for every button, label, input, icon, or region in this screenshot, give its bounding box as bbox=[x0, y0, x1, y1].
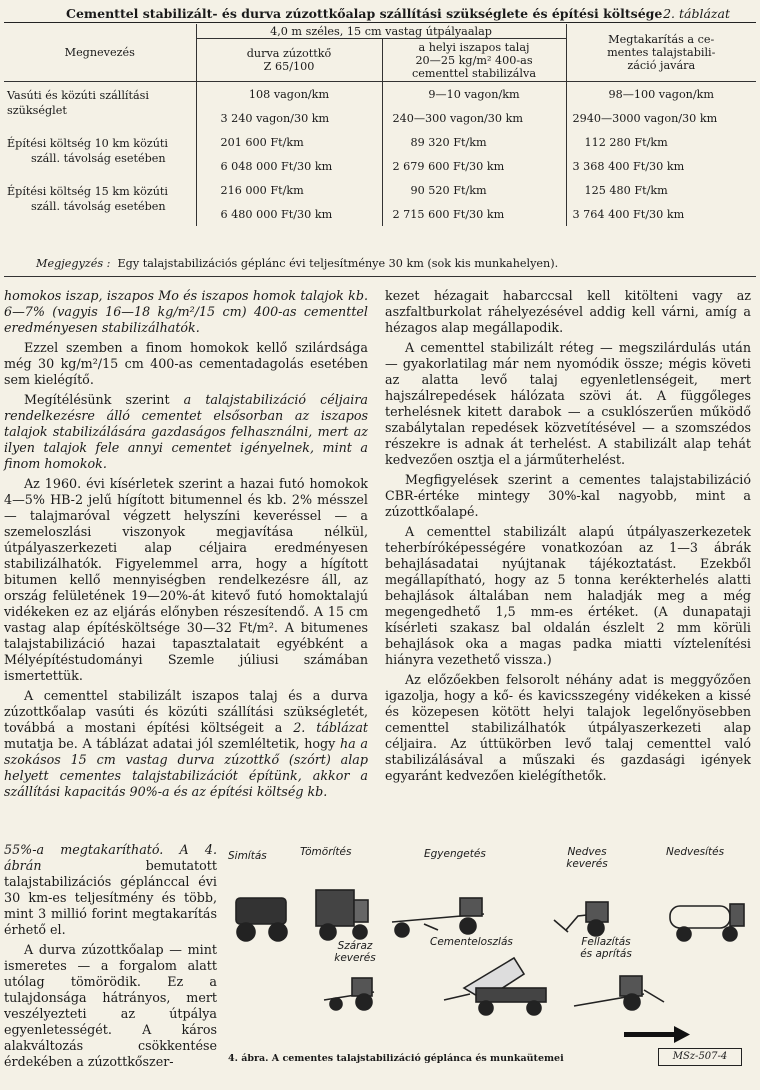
text-span-italic: ha a szokásos 15 cm vastag durva zúzottkő (szórt) alap helyett cementes talajstabilizációt építünk, akkor a szállítási kapacitás 90%-a és az építési költség kb. bbox=[4, 736, 368, 799]
header-col-b bbox=[382, 39, 566, 82]
data-table bbox=[4, 24, 756, 226]
cell: 112 280 Ft/km bbox=[566, 130, 756, 154]
header-group bbox=[196, 24, 566, 39]
note-label: Megjegyzés : bbox=[36, 257, 111, 270]
header-col-c bbox=[566, 24, 756, 82]
paragraph: Megfigyelések szerint a cementes talajstabilizáció CBR-értéke mintegy 30%-kal nagyobb, mint a zúzottkőalapé. bbox=[385, 472, 751, 519]
cell: 6 048 000 Ft/30 km bbox=[196, 154, 382, 178]
header-col-a bbox=[196, 39, 382, 82]
machinery-figure bbox=[224, 840, 754, 1080]
cell: 98—100 vagon/km bbox=[566, 82, 756, 107]
figure-label: Nedves keverés bbox=[566, 846, 608, 870]
row-label bbox=[4, 178, 196, 226]
text-span-italic: A 4. ábrán bbox=[4, 842, 217, 873]
row-label-line: Építési költség 10 km közúti bbox=[7, 137, 168, 150]
water-tanker-icon bbox=[670, 904, 744, 941]
row-label-line: száll. távolság esetében bbox=[31, 200, 166, 213]
cell: 89 320 Ft/km bbox=[382, 130, 566, 154]
table-title-bar bbox=[4, 4, 756, 23]
figure-label: Fellazítás és aprítás bbox=[580, 936, 632, 960]
ripper-icon bbox=[574, 976, 664, 1010]
text-span: Megítélésünk szerint bbox=[24, 392, 170, 407]
cell: 108 vagon/km bbox=[196, 82, 382, 107]
header-col-b-line: 20—25 kg/m² 400-as bbox=[415, 53, 533, 67]
figure-label: Cementeloszlás bbox=[430, 936, 513, 948]
paragraph: A cementtel stabilizált réteg — megszilárdulás után — gyakorlatilag már nem nyomódik össze; mégis követi az alatta levő talaj egyenletlenségeit, mert hajszálrepedések hálózata szövi át. A függőleges terhelésnek kitett darabok — a csuklószerűen működő szabálytalan repedések közvetítésével — a szomszédos részekre is adnak át terhelést. A stabilizált alap tehát kedvezően osztja el a járműterhelést. bbox=[385, 340, 751, 467]
figure-caption: 4. ábra. A cementes talajstabilizáció géplánca és munkaütemei bbox=[228, 1053, 564, 1064]
machinery-drawing bbox=[224, 840, 754, 1050]
table-number: 2. táblázat bbox=[663, 6, 730, 21]
cement-spreader-icon bbox=[444, 958, 546, 1015]
note-text: Egy talajstabilizációs géplánc évi teljesítménye 30 km (sok kis munkahelyen). bbox=[117, 257, 559, 270]
dry-mixer-icon bbox=[324, 978, 374, 1010]
paragraph bbox=[4, 392, 368, 472]
row-label bbox=[4, 82, 196, 131]
table-row bbox=[4, 82, 756, 107]
cell: 3 764 400 Ft/30 km bbox=[566, 202, 756, 226]
cell: 240—300 vagon/30 km bbox=[382, 106, 566, 130]
header-col-a-line: Z 65/100 bbox=[263, 60, 315, 73]
row-label bbox=[4, 130, 196, 178]
paragraph: Az 1960. évi kísérletek szerint a hazai futó homokok 4—5% HB-2 jelű hígított bitumennel és kb. 2% mésszel — talajmaróval végzett helyszíni keveréssel — a szemeloszlási viszonyok megjavítása nélkül, útpályaszerkezeti alap céljaira eredményesen stabilizálhatók. Figyelemmel arra, hogy a hígított bitumen kellő mennyiségben rendelkezésre áll, az ország felületének 19—20%-át kitevő futó homoktalajú vidékeken ez az eljárás előnyben részesítendő. A 15 cm vastag alap építésköltsége 30—32 Ft/m². A bitumenes talajstabilizáció hazai tapasztalatait egyébként a Mélyépítéstudományi Szemle júliusi számában ismertettük. bbox=[4, 476, 368, 683]
figure-label: Nedvesítés bbox=[666, 846, 725, 858]
compactor-icon bbox=[316, 890, 368, 940]
header-col-c-line: Megtakarítás a ce- bbox=[608, 33, 715, 46]
divider bbox=[4, 276, 756, 277]
table-title: Cementtel stabilizált- és durva zúzottkőalap szállítási szükséglete és építési költsége bbox=[66, 6, 663, 21]
cell: 216 000 Ft/km bbox=[196, 178, 382, 202]
paragraph: kezet hézagait habarccsal kell kitölteni vagy az aszfaltburkolat ráhelyezésével addig kell várni, amíg a hézagos alap megállapodik. bbox=[385, 288, 751, 335]
paragraph: Az előzőekben felsorolt néhány adat is meggyőzően igazolja, hogy a kő- és kavicsszegény vidékeken a kissé és közepesen kötött helyi talajok legelőnyösebben cementtel stabilizálhatók útpályaszerkezeti alap céljaira. Az úttükörben levő talaj cementtel való stabilizálásával a műszaki és gazdasági igények egyaránt kedvezően kielégíthetők. bbox=[385, 672, 751, 783]
header-col-b-line: cementtel stabilizálva bbox=[411, 66, 536, 80]
header-group-text: 4,0 m széles, 15 cm vastag útpályaalap bbox=[270, 24, 492, 38]
paragraph bbox=[4, 842, 217, 938]
header-col-b-line: a helyi iszapos talaj bbox=[418, 40, 530, 54]
text-span-italic: 55%-a megtakarítható. bbox=[4, 842, 164, 857]
row-label-line: Építési költség 15 km közúti bbox=[7, 185, 168, 198]
text-span-italic: 2. táblázat bbox=[293, 720, 368, 735]
table-row bbox=[4, 130, 756, 154]
figure-label: Egyengetés bbox=[424, 848, 486, 860]
text-span: mutatja be. A táblázat adatai jól szemléltetik, hogy bbox=[4, 736, 336, 751]
figure-label: Tömörítés bbox=[300, 846, 352, 858]
paragraph bbox=[4, 688, 368, 800]
cell: 2940—3000 vagon/30 km bbox=[566, 106, 756, 130]
cell: 125 480 Ft/km bbox=[566, 178, 756, 202]
text-column-left bbox=[4, 288, 368, 800]
row-label-line: Vasúti és közúti szállítási bbox=[7, 89, 149, 102]
grader-icon bbox=[392, 898, 484, 937]
table-row bbox=[4, 178, 756, 202]
figure-stamp: MSz-507-4 bbox=[658, 1048, 742, 1066]
paragraph: A cementtel stabilizált alapú útpályaszerkezetek teherbíróképességére vonatkozóan az 1—3 ábrák behajlásadatai nyújtanak tájékoztatást. Ezekből megállapítható, hogy az 5 tonna kerékterhelés alatti behajlások általában nem haladják meg a még megengedhető 1,5 mm-es értéket. (A dunapataji kísérleti szakasz bal oldalán észlelt 2 mm körüli behajlások oka a magas padka miatti víztelenítési hiányra vezethető vissza.) bbox=[385, 524, 751, 667]
paragraph: A durva zúzottkőalap — mint ismeretes — a forgalom alatt utólag tömörödik. Ez a tulajdonsága hátrányos, mert veszélyezteti az útpálya egyenletességét. A káros alakváltozás csökkentése érdekében a zúzottkőszer- bbox=[4, 942, 217, 1069]
roller-icon bbox=[236, 898, 287, 941]
text-span-italic: a talajstabilizáció céljaira rendelkezésre álló cementet elsősorban az iszapos talajok stabilizálására gazdaságos felhasználni, mert az ilyen talajok fele annyi cementet igényelnek, mint a finom homokok. bbox=[4, 392, 368, 471]
header-name-col bbox=[4, 24, 196, 82]
paragraph: Ezzel szemben a finom homokok kellő szilárdsága még 30 kg/m²/15 cm 400-as cementadagolás esetében sem kielégítő. bbox=[4, 340, 368, 387]
header-name-text: Megnevezés bbox=[64, 46, 135, 59]
figure-label: Simítás bbox=[228, 850, 267, 862]
header-col-a-line: durva zúzottkő bbox=[246, 47, 332, 60]
cell: 201 600 Ft/km bbox=[196, 130, 382, 154]
text-column-bottom-left bbox=[4, 842, 217, 1070]
text-span: bemutatott talajstabilizációs géplánccal évi 30 km-es teljesítmény és több, mint 3 millió forint megtakarítás érhető el. bbox=[4, 858, 217, 937]
cell: 2 715 600 Ft/30 km bbox=[382, 202, 566, 226]
figure-label: Száraz keverés bbox=[334, 940, 376, 964]
text-span: A cementtel stabilizált iszapos talaj és a durva zúzottkőalap vasúti és közúti szállítási szükségletét, továbbá a mostani építési költségeit a bbox=[4, 688, 368, 735]
cell: 90 520 Ft/km bbox=[382, 178, 566, 202]
cell: 9—10 vagon/km bbox=[382, 82, 566, 107]
text-column-right bbox=[385, 288, 751, 784]
header-col-c-line: záció javára bbox=[627, 59, 696, 72]
header-col-c-line: mentes talajstabili- bbox=[607, 46, 716, 59]
direction-arrow-icon bbox=[624, 1026, 690, 1043]
table-note bbox=[36, 257, 558, 270]
wet-mixer-icon bbox=[554, 902, 608, 936]
cell: 3 240 vagon/30 km bbox=[196, 106, 382, 130]
paragraph: homokos iszap, iszapos Mo és iszapos homok talajok kb. 6—7% (vagyis 16—18 kg/m²/15 cm) 400-as cementtel eredményesen stabilizálhatók. bbox=[4, 288, 368, 335]
cell: 3 368 400 Ft/30 km bbox=[566, 154, 756, 178]
cell: 6 480 000 Ft/30 km bbox=[196, 202, 382, 226]
row-label-line: száll. távolság esetében bbox=[31, 152, 166, 165]
cell: 2 679 600 Ft/30 km bbox=[382, 154, 566, 178]
row-label-line: szükséglet bbox=[7, 104, 67, 117]
